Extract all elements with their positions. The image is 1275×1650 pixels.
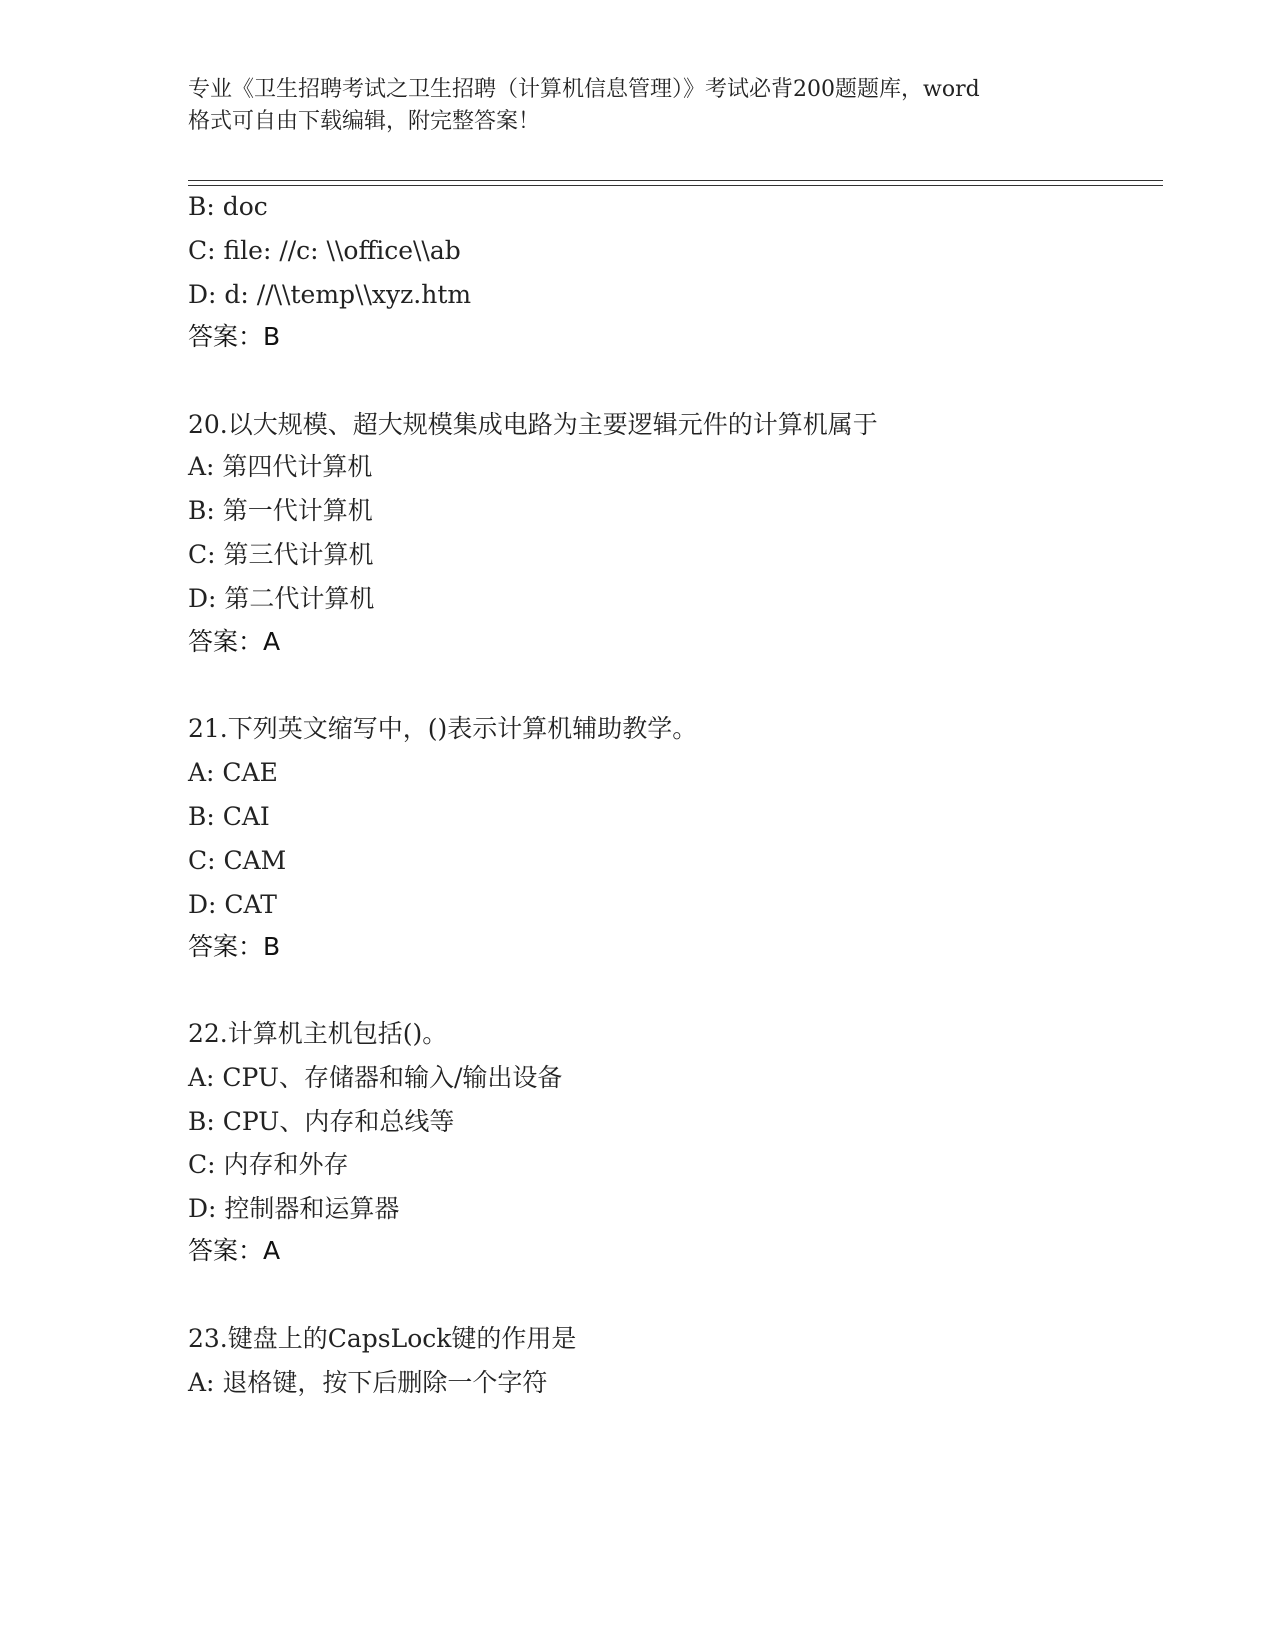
q22-option-c: C: 内存和外存 <box>188 1150 349 1179</box>
q21-option-c: C: CAM <box>188 846 287 875</box>
q20-question: 20.以大规模、超大规模集成电路为主要逻辑元件的计算机属于 <box>188 410 878 439</box>
q20-option-d: D: 第二代计算机 <box>188 584 375 613</box>
q22-answer: 答案：A <box>188 1236 281 1265</box>
q20-option-b: B: 第一代计算机 <box>188 496 373 525</box>
q20-answer: 答案：A <box>188 627 281 656</box>
document-header <box>188 74 1088 138</box>
q20-option-c: C: 第三代计算机 <box>188 540 374 569</box>
q23-question: 23.键盘上的CapsLock键的作用是 <box>188 1324 577 1353</box>
q22-question: 22.计算机主机包括()。 <box>188 1019 448 1048</box>
header-divider-top <box>188 180 1163 181</box>
q19-option-d: D: d: //\\temp\\xyz.htm <box>188 280 472 309</box>
q19-answer: 答案：B <box>188 322 281 351</box>
q21-option-a: A: CAE <box>188 758 278 787</box>
q19-option-c: C: file: //c: \\office\\ab <box>188 236 461 265</box>
header-divider-bottom <box>188 185 1163 186</box>
header-line-2: 格式可自由下载编辑，附完整答案！ <box>188 109 541 134</box>
header-line-1: 专业《卫生招聘考试之卫生招聘（计算机信息管理）》考试必背200题题库，word <box>188 77 980 102</box>
q21-option-d: D: CAT <box>188 890 277 919</box>
q21-answer: 答案：B <box>188 932 281 961</box>
q23-option-a: A: 退格键，按下后删除一个字符 <box>188 1368 548 1397</box>
q21-question: 21.下列英文缩写中，()表示计算机辅助教学。 <box>188 714 698 743</box>
q19-option-b: B: doc <box>188 192 268 221</box>
q20-option-a: A: 第四代计算机 <box>188 452 373 481</box>
q21-option-b: B: CAI <box>188 802 270 831</box>
q22-option-a: A: CPU、存储器和输入/输出设备 <box>188 1063 563 1092</box>
q22-option-b: B: CPU、内存和总线等 <box>188 1107 455 1136</box>
q22-option-d: D: 控制器和运算器 <box>188 1194 400 1223</box>
